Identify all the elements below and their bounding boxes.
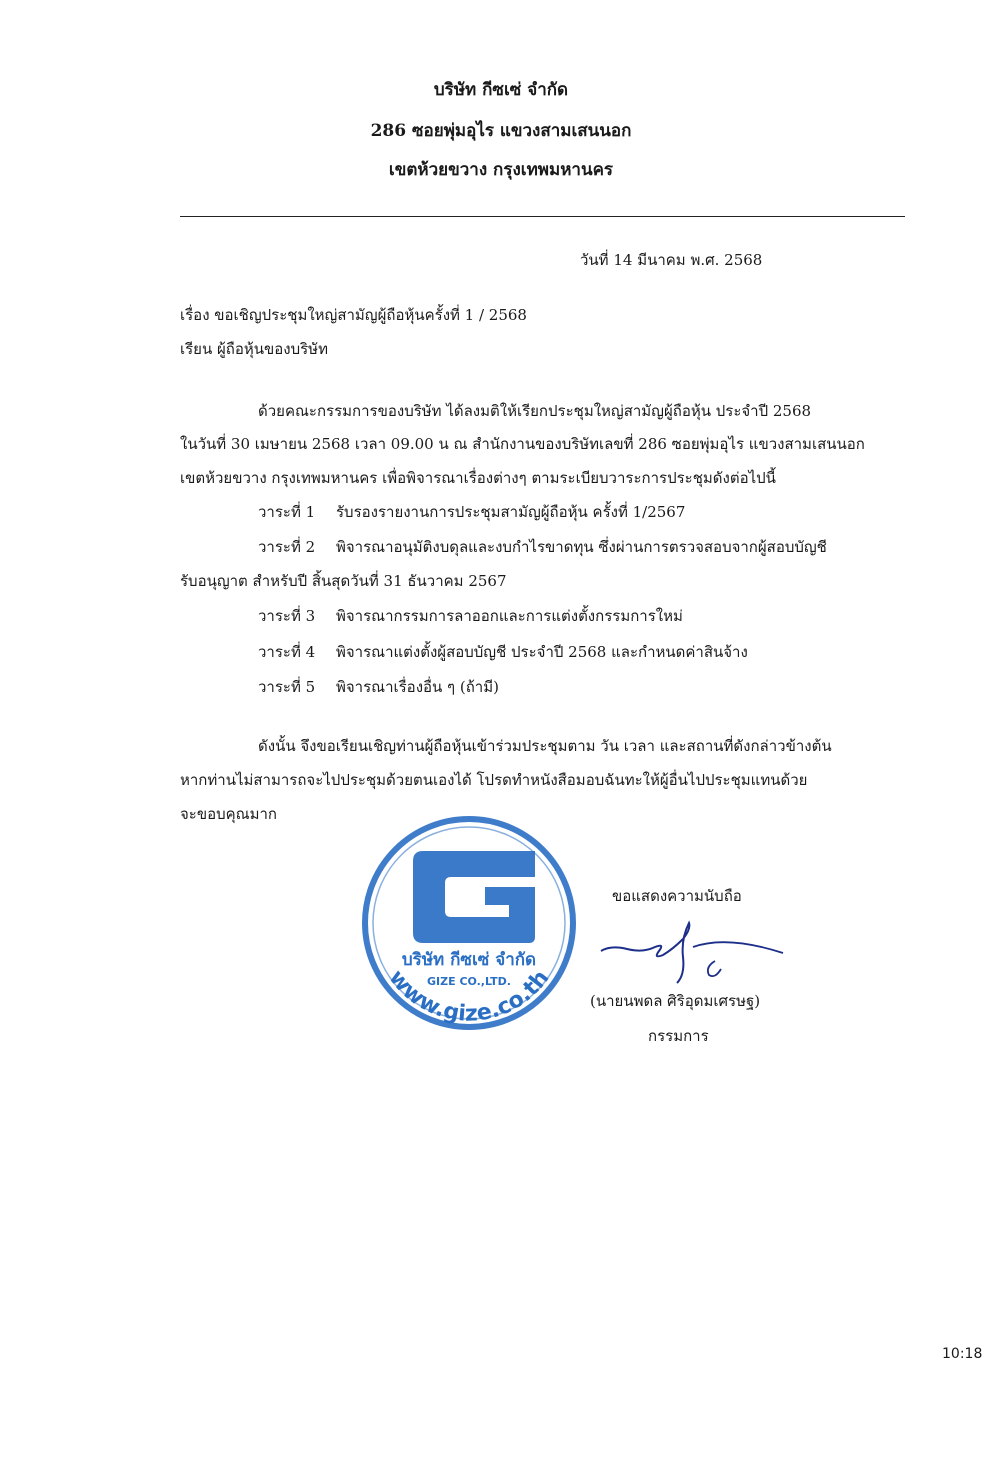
stamp-name-th: บริษัท กีซเซ่ จำกัด — [401, 950, 537, 970]
company-address-line1: 286 ซอยพุ่มอุไร แขวงสามเสนนอก — [370, 121, 632, 141]
para2-line2: หากท่านไม่สามารถจะไปประชุมด้วยตนเองได้ โปรดทำหนังสือมอบฉันทะให้ผู้อื่นไปประชุมแทนด้วย — [180, 771, 808, 789]
footer-time: 10:18 — [942, 1346, 983, 1362]
agenda-text-4: พิจารณาแต่งตั้งผู้สอบบัญชี ประจำปี 2568 และกำหนดค่าสินจ้าง — [336, 643, 748, 661]
para2-line3: จะขอบคุณมาก — [180, 805, 277, 823]
agenda-label-1: วาระที่ 1 — [258, 503, 316, 521]
agenda-label-5: วาระที่ 5 — [258, 678, 316, 696]
letter-subject: เรื่อง ขอเชิญประชุมใหญ่สามัญผู้ถือหุ้นครั้งที่ 1 / 2568 — [180, 306, 527, 324]
agenda-label-3: วาระที่ 3 — [258, 607, 316, 625]
company-address-line2: เขตห้วยขวาง กรุงเทพมหานคร — [388, 160, 614, 180]
letter-recipient: เรียน ผู้ถือหุ้นของบริษัท — [180, 340, 328, 358]
letter-date: วันที่ 14 มีนาคม พ.ศ. 2568 — [580, 251, 763, 269]
agenda-text-2: พิจารณาอนุมัติงบดุลและงบกำไรขาดทุน ซึ่งผ่านการตรวจสอบจากผู้สอบบัญชี — [336, 538, 827, 556]
company-name: บริษัท กีซเซ่ จำกัด — [433, 80, 569, 100]
agenda-text-3: พิจารณากรรมการลาออกและการแต่งตั้งกรรมการใหม่ — [336, 607, 683, 625]
gize-logo-icon — [413, 851, 535, 943]
para2-line1: ดังนั้น จึงขอเรียนเชิญท่านผู้ถือหุ้นเข้าร่วมประชุมตาม วัน เวลา และสถานที่ดังกล่าวข้างต้น — [258, 737, 832, 755]
stamp-url: www.gize.co.th — [383, 965, 555, 1027]
stamp-name-en: GIZE CO.,LTD. — [427, 975, 511, 988]
handwritten-signature — [597, 917, 787, 989]
company-stamp — [357, 813, 581, 1037]
para1-line3: เขตห้วยขวาง กรุงเทพมหานคร เพื่อพิจารณาเรื่องต่างๆ ตามระเบียบวาระการประชุมดังต่อไปนี้ — [180, 469, 776, 487]
agenda-label-2: วาระที่ 2 — [258, 538, 316, 556]
agenda-text-1: รับรองรายงานการประชุมสามัญผู้ถือหุ้น ครั้งที่ 1/2567 — [336, 503, 686, 521]
header-divider — [180, 216, 905, 217]
signer-name: (นายนพดล ศิริอุดมเศรษฐ) — [590, 992, 761, 1010]
agenda-text-5: พิจารณาเรื่องอื่น ๆ (ถ้ามี) — [336, 678, 499, 696]
signer-position: กรรมการ — [648, 1027, 709, 1045]
agenda-text-2-continued: รับอนุญาต สำหรับปี สิ้นสุดวันที่ 31 ธันวาคม 2567 — [180, 572, 507, 590]
para1-line1: ด้วยคณะกรรมการของบริษัท ได้ลงมติให้เรียกประชุมใหญ่สามัญผู้ถือหุ้น ประจำปี 2568 — [258, 402, 812, 420]
para1-line2: ในวันที่ 30 เมษายน 2568 เวลา 09.00 น ณ สำนักงานของบริษัทเลขที่ 286 ซอยพุ่มอุไร แขวงสามเสนนอก — [180, 435, 865, 453]
closing-regards: ขอแสดงความนับถือ — [612, 887, 742, 905]
agenda-label-4: วาระที่ 4 — [258, 643, 316, 661]
